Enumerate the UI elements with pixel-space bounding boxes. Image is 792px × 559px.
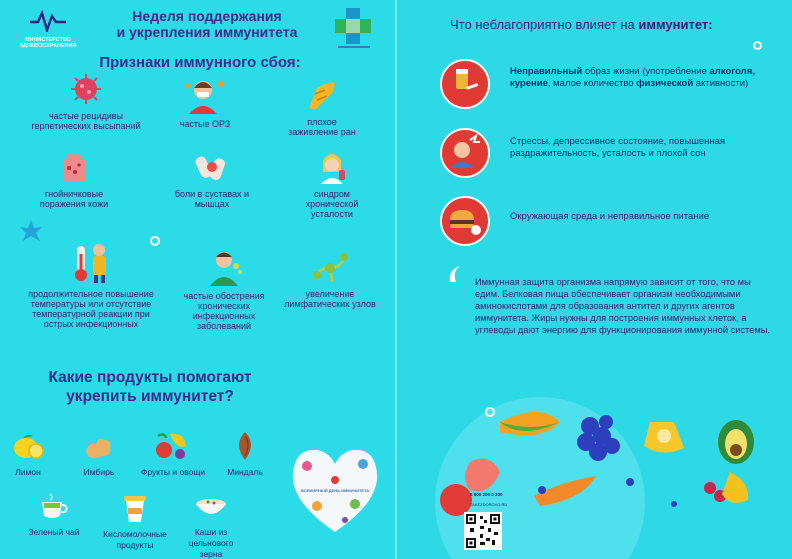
thermometer-icon	[69, 240, 113, 284]
website-caption: TAKEZDOROVO.RU	[470, 502, 508, 507]
factor-span: активности)	[693, 78, 749, 89]
alcohol-smoking-icon	[440, 59, 490, 109]
yogurt-icon	[118, 492, 152, 524]
symptom-label: частые ОРЗ	[179, 119, 231, 129]
food-label: Кисломолочные продукты	[103, 529, 167, 550]
skin-hand-icon	[57, 150, 91, 184]
food-item	[22, 492, 86, 538]
factor-span: , малое количество	[547, 78, 637, 89]
medical-cross-logo-icon	[330, 6, 376, 50]
symptom-item	[292, 150, 372, 219]
factor-item	[440, 59, 780, 111]
food-label: Имбирь	[83, 467, 115, 477]
food-label: Миндаль	[227, 467, 263, 477]
factor-bold: физической	[636, 78, 694, 89]
factor-item	[440, 196, 780, 248]
symptoms-heading: Признаки иммунного сбоя:	[99, 54, 301, 71]
symptom-label: плохое заживление ран	[288, 117, 356, 137]
foods-heading-line-2: укрепить иммунитет?	[66, 388, 234, 405]
page-title	[92, 8, 322, 40]
factor-bold: алкоголя, курение	[510, 66, 755, 89]
negative-heading	[450, 17, 713, 32]
symptom-label: частые рецидивы герпетических высыпаний	[31, 111, 141, 131]
symptom-item	[165, 76, 245, 129]
symptom-label: синдром хронической усталости	[305, 189, 359, 219]
title-line-1: Неделя поддержания	[132, 8, 282, 24]
virus-icon	[68, 72, 104, 106]
symptom-item	[172, 150, 252, 209]
factor-bold: Неправильный	[510, 66, 583, 77]
food-item	[4, 432, 52, 478]
porridge-icon	[192, 492, 230, 522]
foods-heading-line-1: Какие продукты помогают	[48, 369, 252, 386]
qr-code-icon[interactable]	[464, 512, 502, 550]
fruits-icon	[152, 428, 194, 462]
coughing-person-icon	[204, 248, 244, 286]
sick-person-icon	[183, 76, 227, 114]
symptom-label: боли в суставах и мышцах	[174, 189, 250, 209]
symptom-label: гнойничковые поражения кожи	[39, 189, 109, 209]
symptom-item	[284, 248, 376, 309]
almond-icon	[229, 430, 261, 462]
crescent-icon	[446, 264, 468, 286]
green-tea-icon	[36, 492, 72, 522]
foods-heading	[20, 368, 280, 406]
food-item	[134, 428, 212, 478]
ministry-logo	[12, 10, 84, 49]
bandaged-hand-icon	[303, 78, 341, 112]
nutrition-paragraph: Иммунная защита организма напрямую зависит от того, что мы едим. Белковая пища обеспечивает организм необходимыми аминокислотами для образования антител и других агентов иммунитета. Жиры нужны для построения иммунных клеток, а углеводы дают энергию для функционирования иммунной системы.	[475, 277, 771, 335]
title-line-2: и укрепления иммунитета	[116, 24, 298, 40]
ministry-caption: МИНИСТЕРСТВО ЗДРАВООХРАНЕНИЯ	[19, 37, 77, 49]
decor-dot	[150, 236, 160, 246]
symptom-item	[282, 78, 362, 137]
symptom-item	[34, 150, 114, 209]
food-label: Каши из цельнового зерна	[188, 527, 234, 559]
food-label: Зеленый чай	[28, 527, 80, 537]
pulse-logo-icon	[28, 10, 68, 32]
joint-pain-icon	[194, 150, 230, 184]
stress-icon	[440, 128, 490, 178]
food-label: Лимон	[15, 467, 41, 477]
symptom-item	[168, 248, 280, 331]
food-item	[220, 430, 270, 478]
food-label: Фрукты и овощи	[140, 467, 206, 477]
factor-text: Стрессы, депрессивное состояние, повышенная раздражительность, усталость и плохой сон	[510, 136, 726, 159]
food-item	[178, 492, 244, 559]
symptom-label: увеличение лимфатических узлов	[284, 289, 376, 309]
symptom-item	[22, 72, 150, 131]
factor-text: Окружающая среда и неправильное питание	[510, 211, 710, 222]
lemon-icon	[11, 432, 45, 462]
decor-dot	[753, 41, 762, 50]
splash-icon	[18, 218, 44, 244]
tired-woman-icon	[315, 150, 349, 184]
factor-span: образ жизни (употребление	[582, 66, 710, 77]
food-item	[72, 432, 126, 478]
fold-line	[395, 0, 397, 559]
hotline-number: 8 800 200 0 200	[470, 492, 503, 497]
negative-heading-text: Что неблагоприятно влияет на	[450, 17, 639, 32]
heart-caption: ВСЕМИРНЫЙ ДЕНЬ ИММУНИТЕТА	[300, 488, 370, 493]
junk-food-icon	[440, 196, 490, 246]
symptom-label: частые обострения хронических инфекционных заболеваний	[183, 291, 265, 331]
factor-text	[510, 66, 780, 90]
factor-item	[440, 128, 780, 180]
lymph-nodes-icon	[310, 248, 350, 284]
symptom-label: продолжительное повышение температуры или отсутствие температурной реакции при острых инфекционных	[28, 289, 154, 329]
food-item	[96, 492, 174, 551]
ginger-icon	[82, 432, 116, 462]
negative-heading-bold: иммунитет:	[638, 17, 713, 32]
symptom-item	[22, 240, 160, 329]
